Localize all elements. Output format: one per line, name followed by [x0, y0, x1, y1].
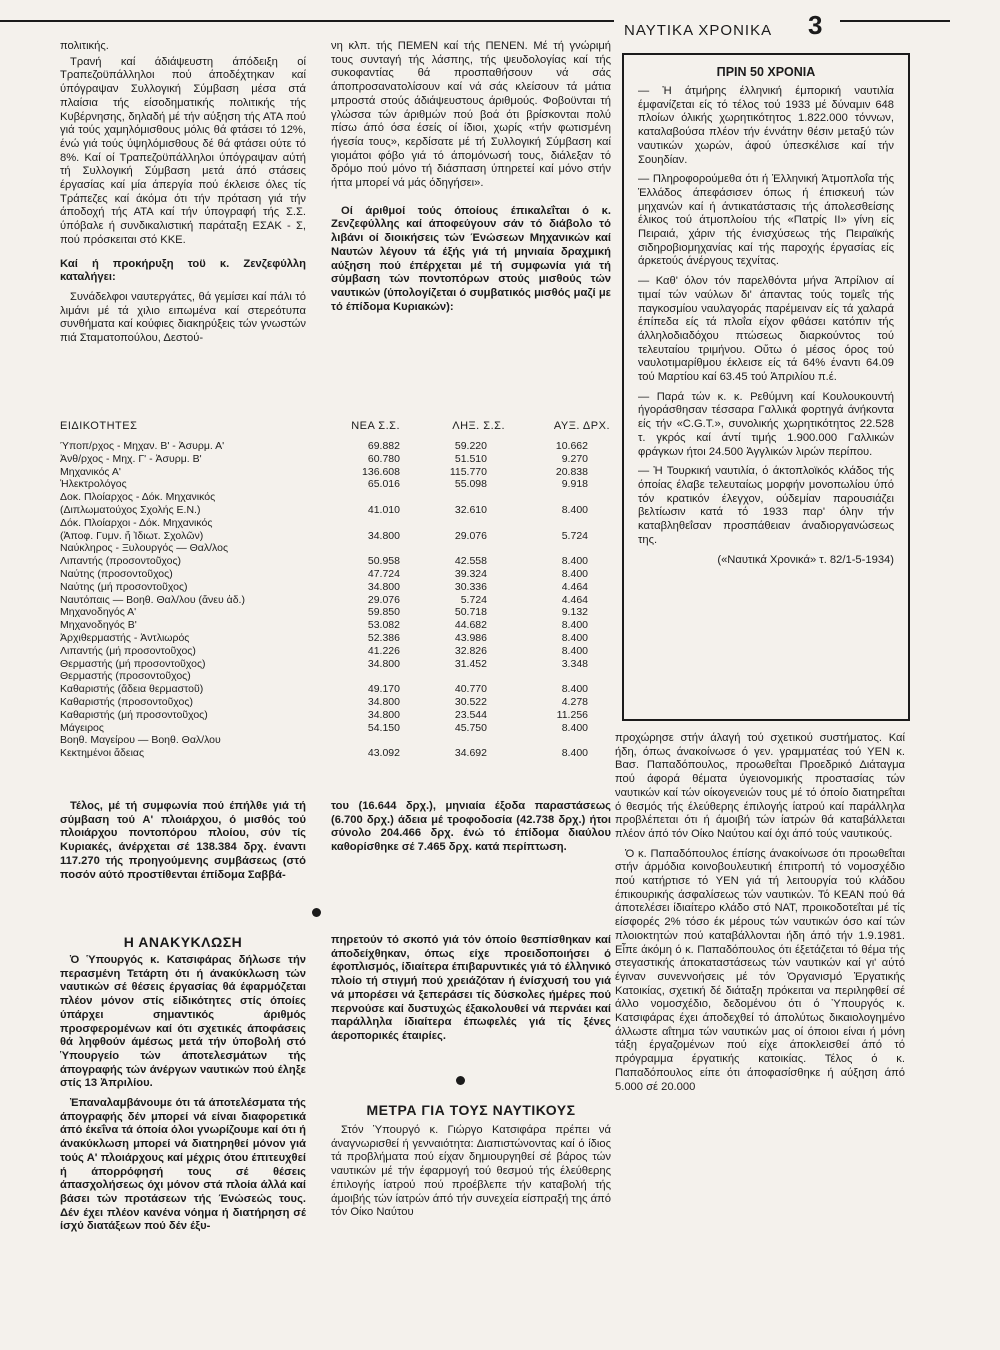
value-cell: 8.400 [561, 567, 588, 580]
specialty-cell: Κεκτημένοι ἄδειας [60, 747, 145, 760]
value-cell: 41.010 [367, 503, 400, 516]
specialty-cell: Θερμαστής (προσοντοῦχος) [60, 670, 191, 683]
value-cell: 10.662 [555, 440, 588, 452]
value-cell: 5.724 [561, 529, 588, 542]
value-cell: 32.610 [454, 503, 487, 516]
value-cell: 8.400 [561, 555, 588, 568]
value-cell: 49.170 [367, 683, 400, 696]
specialty-cell: Δοκ. Πλοίαρχος - Δόκ. Μηχανικός [60, 491, 216, 504]
value-cell: 40.770 [454, 683, 487, 696]
table-row [60, 517, 610, 530]
value-cell [325, 491, 400, 504]
value-cell: 30.522 [454, 695, 487, 708]
specialty-cell: (Ἀποφ. Γυμν. ἤ Ἰδιωτ. Σχολῶν) [60, 529, 204, 542]
value-cell: 55.098 [454, 478, 487, 491]
salary-table-wrapper [60, 420, 615, 760]
value-cell: 29.076 [454, 529, 487, 542]
metra-column [331, 1124, 611, 1220]
value-cell [400, 734, 505, 747]
paragraph: Τρανή καί άδιάψευστη άπόδειξη οί Τραπεζοϋπάλληλοι πού άποδέχτηκαν καί ύπόγραψαν Συλλογική Σύμβαση μέσα στά πλαίσια τής είσοδηματικής πολιτικής τής Κυβέρνησης, δηλαδή μέ τήν αύξηση τής ΑΤΑ πού γιά τούς χαμηλόμισθους μόλις θά φτάσει τό 12%, ένώ γιά τούς ύψηλόμισθους δέ θά φτάσει ούτε τό 8%. Καί οί Τραπεζοϋπάλληλοι ύπόγραψαν αύτή τή Συλλογική Σύμβαση μετά άπό στάσεις έργασίας καί μία άπεργία πού έκλεισε όλες τίς Τράπεζες καί άκόμα ότι τήν πρόταση γιά τήν άποδοχή τής ΑΤΑ καί τήν ύπογραφή τής Σ.Σ. ύπόβαλε ή συνδικαλιστική παράταξη ΕΣΑΚ - Σ, πού πρόσκειται στό ΚΚΕ. [60, 55, 306, 246]
value-cell: 31.452 [454, 657, 487, 670]
column-2-top [331, 40, 611, 314]
anakyklosi-column-1 [60, 954, 306, 1234]
specialty-cell: Λιπαντής (προσοντοῦχος) [60, 555, 182, 568]
table-row [60, 555, 610, 568]
box-title: ΠΡΙΝ 50 ΧΡΟΝΙΑ [716, 65, 816, 79]
table-row [60, 734, 610, 747]
specialty-cell: Λιπαντής (μή προσοντοῦχος) [60, 644, 196, 657]
value-cell: 8.400 [561, 644, 588, 657]
value-cell [505, 734, 610, 747]
box-paragraph: — Ἡ Τουρκική ναυτιλία, ό άκτοπλοϊκός κλάδος τής όποίας έλαβε τελευταίως μορφήν μονοπωλίου ύπό τόν κρατικόν έλεγχον, ούδεμίαν παρουσιάζει βελτίωσιν κατά τό 1933 παρ' όλην τήν καταβληθεΐσαν προσπάθειαν άναδιοργανώσεως της. [638, 465, 894, 546]
value-cell: 34.800 [367, 580, 400, 593]
value-cell: 59.220 [454, 440, 487, 452]
metra-title: ΜΕΤΡΑ ΓΙΑ ΤΟΥΣ ΝΑΥΤΙΚΟΥΣ [366, 1102, 576, 1118]
box-paragraph: — Πληροφορούμεθα ότι ή Ἑλληνική Ἀτμοπλοΐα τής Ἑλλάδος άπεφάσισεν όπως ή έπισκευή τών μηχανών καί ή άντικατάστασις τής άπολεσθείσης έλικος τού άτμοπλοίου τής «Πατρίς ΙΙ» γίνη είς Πειραιά, χάριν τής ένισχύσεως τής Πειραϊκής σιδηροβιομηχανίας καί τής παροχής έργασίας είς άρκετούς άνέργους τεχνίτας. [638, 173, 894, 268]
value-cell: 54.150 [367, 721, 400, 734]
table-row [60, 747, 610, 760]
header-expired-contract: ΛΗΞ. Σ.Σ. [452, 420, 505, 432]
table-row [60, 722, 610, 735]
column-1-mid [60, 800, 306, 882]
value-cell: 34.692 [454, 747, 487, 760]
specialty-cell: Καθαριστής (προσοντοῦχος) [60, 695, 193, 708]
value-cell: 51.510 [454, 452, 487, 465]
value-cell [325, 517, 400, 530]
value-cell: 43.092 [367, 747, 400, 760]
header-new-contract: ΝΕΑ Σ.Σ. [351, 420, 400, 432]
value-cell: 32.826 [454, 644, 487, 657]
value-cell: 9.132 [561, 606, 588, 619]
header-rule-right [840, 20, 950, 22]
header-specialties: ΕΙΔΙΚΟΤΗΤΕΣ [60, 420, 138, 432]
value-cell: 9.918 [561, 478, 588, 491]
value-cell [400, 517, 505, 530]
specialty-cell: Ναύτης (προσοντοῦχος) [60, 567, 173, 580]
specialty-cell: Ύποπ/ρχος - Μηχαν. Β' - Ἀσυρμ. Α' [60, 440, 225, 452]
value-cell: 50.958 [367, 555, 400, 568]
value-cell: 43.986 [454, 631, 487, 644]
header-rule-left [0, 20, 614, 22]
table-row [60, 440, 610, 453]
bullet-separator [456, 1076, 465, 1085]
value-cell: 5.724 [460, 593, 487, 606]
specialty-cell: Ἠλεκτρολόγος [60, 478, 127, 491]
box-paragraph: — Παρά τών κ. κ. Ρεθύμνη καί Κουλουκουντή ήγοράσθησαν τέσσαρα Γαλλικά φορτηγά άνήκοντα είς τήν «C.G.T.», συνολικής χωρητικότητος 22.528 τ. γκρός καί άντί τιμής 1.900.000 Γαλλικών φράγκων ήτοι 24.500 Ἀγγλικών λιρών περίπου. [638, 390, 894, 458]
specialty-cell: Δόκ. Πλοίαρχοι - Δόκ. Μηχανικός [60, 516, 213, 529]
value-cell: 39.324 [454, 567, 487, 580]
table-row [60, 658, 610, 671]
value-cell [325, 542, 400, 555]
specialty-cell: Μηχανοδηγός Α' [60, 606, 137, 619]
paragraph: Τέλος, μέ τή συμφωνία πού έπήλθε γιά τή σύμβαση τού Α' πλοιάρχου, ό μισθός τού πλοιάρχου ποντοπόρου πλοίου, σύν τίς Κυριακές, άνέρχεται σέ 138.384 δρχ. έναντι 117.270 τής προηγούμενης συμβάσεως (στό ποσόν αύτό προστίθενται έπίδομα Σαββά- [60, 800, 306, 881]
paragraph: Ὁ κ. Παπαδόπουλος έπίσης άνακοίνωσε ότι προωθεΐται στήν άρμόδια κοινοβουλευτική έπιτροπή τό νομοσχέδιο πού κατήρτισε τό ΥΕΝ γιά τή λειτουργία τού κλάδου έπικουρικής άσφαλίσεως τών ναυτικών. Τό ΚΕΑΝ πού θά άποτελέσει ίδιαίτερο κλάδο στό ΝΑΤ, προικοδοτεΐται μέ τίς είσφορές 2% τόσο έκ μέρους τών ναυτικών όσο καί τών πλοιοκτητών πού καταβάλλονται ήδη άπό τήν 1.9.1981. Εἶπε άκόμη ό κ. Παπαδόπουλος ότι έξετάζεται τό θέμα τής στεγαστικής άποκαταστάσεως τών ναυτικών καί γι' αύτό έγιναν συνεννοήσεις μέ τόν Ὀργανισμό Ἐργατικής Κατοικίας, σχετική δέ διάταξη πρόκειται να περιληφθεί σέ άλλο νομοσχέδιο, δεδομένου ότι ό Ὑπουργός κ. Κατσιφάρας έχει άποδεχθεί τό άπολύτως δικαιολογημένο άλλωστε αΐτημα τών ναυτικών μας οί όποιοι είναι ή μόνη τάξη έργαζομένων πού είχε άποκλεισθεί άπό τό πρόγραμμα έργατικής κατοικίας. Τέλος ό κ. Παπαδόπουλος είπε ότι άποφασίσθηκε ή αύξηση άπό 5.000 σέ 20.000 [615, 847, 905, 1093]
value-cell: 8.400 [561, 619, 588, 632]
table-row [60, 581, 610, 594]
value-cell: 115.770 [449, 465, 487, 478]
column-3-bottom [615, 732, 905, 1094]
value-cell [400, 670, 505, 683]
table-row [60, 542, 610, 555]
value-cell: 9.270 [561, 452, 588, 465]
table-row [60, 453, 610, 466]
value-cell: 4.464 [561, 593, 588, 606]
box-paragraph: — Ἡ άτμήρης έλληνική έμπορική ναυτιλία έμφανίζεται είς τό τέλος τού 1933 μέ δύναμιν 648 πλοίων όλικής χωρητικότητος 1.822.000 τόννων, καταλαβούσα πλέον τήν έννάτην θέσιν μεταξύ τών ναυτικών χωρών, άφού ύπεσκέλισε καί τήν Σουηδίαν. [638, 85, 894, 166]
value-cell: 50.718 [454, 606, 487, 619]
table-row [60, 568, 610, 581]
value-cell: 8.400 [561, 683, 588, 696]
anakyklosi-column-2 [331, 934, 611, 1044]
paragraph: Ὁ Ὑπουργός κ. Κατσιφάρας δήλωσε τήν περασμένη Τετάρτη ότι ή άνακύκλωση τών ναυτικών σέ θέσεις έργασίας θά έφαρμόζεται πλέον μόνον στίς είδικότητες στίς όποίες ύπάρχει σημαντικός άριθμός προσφερομένων καί ότι σχετικές άποφάσεις θά ληφθούν άμέσως μετά τήν ύποβολή στό Ὑπουργείο τών άποτελεσμάτων τής άπογραφής τών άνέργων ναυτικών πού έληξε στίς 13 Ἀπριλίου. [60, 954, 306, 1090]
paragraph: νη κλπ. τής ΠΕΜΕΝ καί τής ΠΕΝΕΝ. Μέ τή γνώριμή τους συνταγή τής λάσπης, τής ψευδολογίας καί τής συκοφαντίας θά προσπαθήσουν νά σάς άποπροσανατολίσουν καί νά σάς κλείσουν τά μάτια μπροστά στούς άδιάψευστους άριθμούς. Φοβοϋνται τή γλώσσα τών άριθμών πού βοά ότι βρίσκονται πολύ πίσω άπό όσα έσείς οί ίδιοι, χωρίς «τήν φωτισμένη ήγεσία τους», κερδίσατε μέ τή Συλλογική Σύμβαση καί γιομάτοι φόβο γιά τό άπομόνωσή τους, διάλεξαν τό δρόμο πού μόνο τή διάσπαση ύπηρετεί καί μόνο στήν ήττα μπορεί νά μάς όδηγήσει». [331, 40, 611, 190]
table-row [60, 594, 610, 607]
value-cell: 3.348 [561, 657, 588, 670]
value-cell: 8.400 [561, 721, 588, 734]
paragraph: Στόν Ὑπουργό κ. Γιώργο Κατσιφάρα πρέπει νά άναγνωρισθεί ή γενναιότητα: Διαπιστώνοντας καί ό ίδιος τά προβλήματα πού είχαν δημιουργηθεί σέ βάρος τών ναυτικών μέ τήν έφαρμογή τού θεσμού τής έλεύθερης έπιλογής ίατρού πού προέβλεπε τήν καταβολή τής άμοιβής τών ίατρών άπό τήν συνεχεία είσπραξή της άπό τόν Οίκο Ναύτου [331, 1124, 611, 1219]
table-row [60, 683, 610, 696]
value-cell: 11.256 [556, 708, 588, 721]
value-cell [400, 491, 505, 504]
value-cell [505, 542, 610, 555]
specialty-cell: Ναυτόπαις — Βοηθ. Θαλ/λου (ἄνευ ἀδ.) [60, 593, 245, 606]
value-cell: 23.544 [454, 708, 487, 721]
value-cell: 34.800 [367, 695, 400, 708]
paragraph: πηρετούν τό σκοπό γιά τόν όποίο θεσπίσθηκαν καί άποδείχθηκαν, όπως είχε προειδοποιήσει ό έφοπλισμός, ίδιαίτερα έπιβαρυντικές γιά τό έλληνικό πλοίο τή στιγμή πού χρειάζόταν ή ένίσχυσή του γιά νά μπορέσει νά ξεπεράσει τίς δύσκολες ήμέρες πού περνούσε καί δυστυχώς έξακολουθεί νά περνάει καί παράλληλα ίδιαίτερα έπωφελές γιά τίς ξένες άεροπορικές έταιρίες. [331, 934, 611, 1042]
paragraph: Συνάδελφοι ναυτεργάτες, θά γεμίσει καί πάλι τό λιμάνι μέ τά χιλιο ειπωμένα καί στερεότυπα συνθήματα καί κούφιες διακηρύξεις τών γνωστών πιά Σταματοπούλου, Δεστού- [60, 290, 306, 345]
specialty-cell: Ἀρχιθερμαστής - Ἀντλιωρός [60, 631, 190, 644]
column-2-mid [331, 800, 611, 855]
table-row [60, 491, 610, 504]
header-increase: ΑΥΞ. ΔΡΧ. [553, 420, 610, 432]
value-cell: 52.386 [367, 631, 400, 644]
table-row [60, 645, 610, 658]
value-cell: 65.016 [367, 478, 400, 491]
paragraph: του (16.644 δρχ.), μηνιαία έξοδα παραστάσεως (6.700 δρχ.) άδεια μέ τροφοδοσία (42.738 δρχ.) ήτοι σύνολο 204.466 δρχ. ένώ τό έπίδομα διαύλου καθορίσθηκε σέ 7.465 δρχ. κατά περίπτωση. [331, 800, 611, 854]
specialty-cell: (Διπλωματούχος Σχολής Ε.Ν.) [60, 503, 201, 516]
value-cell: 30.336 [454, 580, 487, 593]
salary-table-body [60, 440, 610, 760]
value-cell: 53.082 [367, 619, 400, 632]
specialty-cell: Ναύκληρος - Ξυλουργός — Θαλ/λος [60, 542, 229, 555]
prin-50-xronia-box [622, 53, 910, 721]
anakyklosi-title: Η ΑΝΑΚΥΚΛΩΣΗ [123, 934, 243, 950]
page-number: 3 [808, 10, 823, 40]
magazine-title: ΝΑΥΤΙΚΑ ΧΡΟΝΙΚΑ [624, 22, 773, 39]
value-cell [325, 734, 400, 747]
value-cell [505, 517, 610, 530]
value-cell: 8.400 [561, 503, 588, 516]
value-cell: 4.278 [561, 695, 588, 708]
specialty-cell: Μηχανικός Α' [60, 465, 121, 478]
box-source: («Ναυτικά Χρονικά» τ. 82/1-5-1934) [717, 553, 894, 566]
table-row [60, 670, 610, 683]
paragraph: Ἐπαναλαμβάνουμε ότι τά άποτελέσματα τής άπογραφής δέν μπορεί νά είναι διαφορετικά άπό έκεΐνα τά όποία όλοι γνωρίζουμε καί ότι ή άνακύκλωση μπορεί νά διατηρηθεί μόνον γιά τούς Α' πλοιάρχους καί μέχρις ότου έπιτευχθεί ή άπορρόφησή τους σέ θέσεις άπασχολήσεως όχι μόνον στά πλοία άλλά καί βάσει τών προτάσεων τής Ένώσεώς τους. Δέν έχει πλέον κανένα νόημα ή διατήρηση σέ ίσχύ διατάξεων πού δέν έξυ- [60, 1097, 306, 1233]
value-cell [325, 670, 400, 683]
salary-table [60, 420, 610, 760]
value-cell: 34.800 [367, 657, 400, 670]
paragraph: Καί ή προκήρυξη τοϋ κ. Ζενζεφύλλη καταλήγει: [60, 257, 306, 284]
table-row [60, 696, 610, 709]
value-cell: 136.608 [362, 465, 400, 478]
table-row [60, 530, 610, 543]
value-cell [505, 491, 610, 504]
value-cell: 44.682 [454, 619, 487, 632]
table-row [60, 466, 610, 479]
specialty-cell: Καθαριστής (μή προσοντοῦχος) [60, 708, 208, 721]
value-cell: 34.800 [367, 529, 400, 542]
specialty-cell: Μηχανοδηγός Β' [60, 619, 137, 632]
specialty-cell: Ἀνθ/ρχος - Μηχ. Γ' - Ἀσυρμ. Β' [60, 452, 202, 465]
value-cell: 8.400 [561, 747, 588, 760]
value-cell: 20.838 [555, 465, 588, 478]
table-row [60, 619, 610, 632]
value-cell: 29.076 [367, 593, 400, 606]
table-row [60, 709, 610, 722]
specialty-cell: Μάγειρος [60, 721, 104, 734]
paragraph: πολιτικής. [60, 40, 109, 52]
value-cell: 41.226 [367, 644, 400, 657]
box-paragraph: — Καθ' όλον τόν παρελθόντα μήνα Ἀπρίλιον αί τιμαί τών ναύλων δι' άπαντας τούς τομεΐς τής παγκοσμίου ναυλαγοράς παρέμειναν είς τά χαλαρά έπίπεδα είς τά πλοΐα είχον φθάσει κατόπιν τής άλληλοδιαδόχου πτώσεως διαρκούντος τού τελευταίου τριμήνου. Οὕτω ό μέσος όρος τού ναυλοτιμαρίθμου έκλεισε είς τά 64% έναντι 64.09 τού Μαρτίου καί 63.45 τού Ἀπριλίου π.έ. [638, 275, 894, 384]
bullet-separator [312, 908, 321, 917]
value-cell: 8.400 [561, 631, 588, 644]
paragraph: Οί άριθμοί τούς όποίους έπικαλεΐται ό κ. Ζενζεφύλλης καί άποφεύγουν σάν τό διάβολο τό λιβάνι οί διοικήσεις τών Ένώσεων Μηχανικών καί Ναυτών λέγουν τά έξής γιά τή μηνιαία δραχμική αύξηση πού έπέρχεται μέ τή συμφωνία γιά τή σύμβαση τών ποντοπόρων στούς μισθούς τών ναυτικών (ύπολογίζεται ό συμβατικός μισθός μαζί με τό έπίδομα Κυριακών): [331, 204, 611, 313]
value-cell: 47.724 [367, 567, 400, 580]
specialty-cell: Βοηθ. Μαγείρου — Βοηθ. Θαλ/λου [60, 734, 221, 747]
value-cell: 34.800 [367, 708, 400, 721]
value-cell: 60.780 [367, 452, 400, 465]
value-cell: 42.558 [454, 555, 487, 568]
specialty-cell: Θερμαστής (μή προσοντοῦχος) [60, 657, 206, 670]
specialty-cell: Ναύτης (μή προσοντοῦχος) [60, 580, 188, 593]
specialty-cell: Καθαριστής (ἄδεια θερμαστοῦ) [60, 683, 204, 696]
value-cell: 59.850 [367, 606, 400, 619]
value-cell [505, 670, 610, 683]
table-row [60, 504, 610, 517]
value-cell: 69.882 [367, 440, 400, 452]
value-cell: 4.464 [561, 580, 588, 593]
table-row [60, 632, 610, 645]
column-1-top [60, 40, 306, 346]
table-row [60, 606, 610, 619]
table-row [60, 478, 610, 491]
paragraph: προχώρησε στήν άλαγή τού σχετικού συστήματος. Καί ήδη, όπως άνακοίνωσε ό γεν. γραμματέας τού ΥΕΝ κ. Βασ. Παπαδόπουλος, προωθεΐται Προεδρικό Διάταγμα πού άφορά θέματα ύγειονομικής προστασίας τών ναυτικών καί τών οίκογενειών τους μέ τό όποίο διατηρεΐται ό θεσμός τής έλεύθερης έπιλογής ίατρού καί παράλληλα προβλέπεται ότι ή άμοιβή τών ίατρών θά καταβάλλεται πλέον άπό τόν Οίκο Ναύτου καί όχι άπό τούς ναυτικούς. [615, 732, 905, 840]
value-cell [400, 542, 505, 555]
value-cell: 45.750 [454, 721, 487, 734]
